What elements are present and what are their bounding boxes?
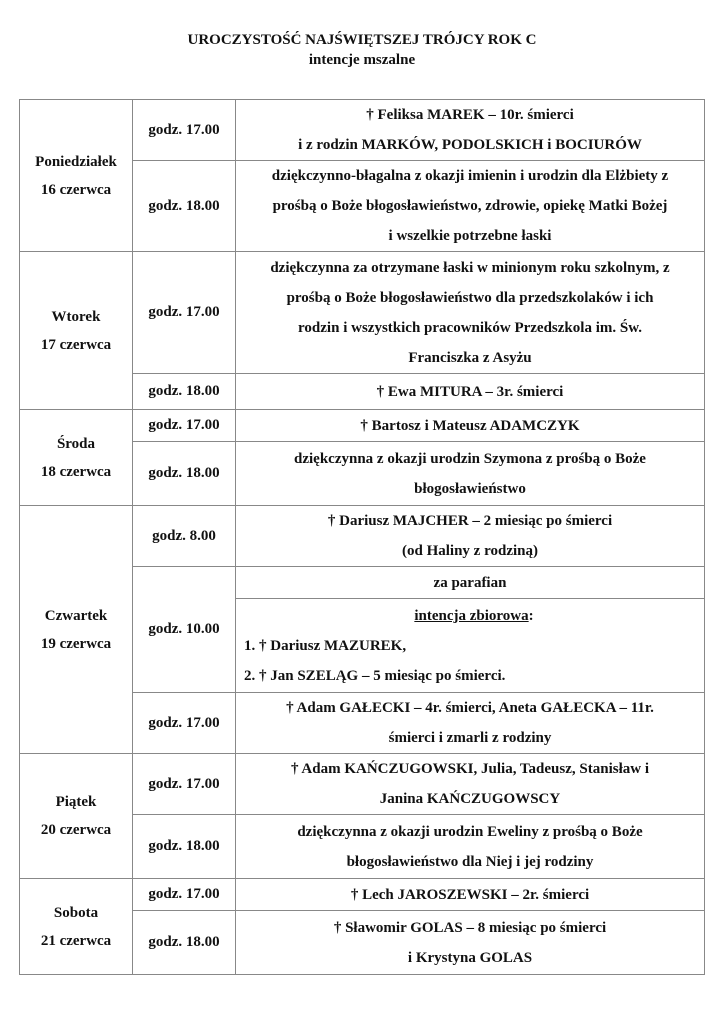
mass-schedule-table — [19, 99, 705, 975]
intention-line: † Dariusz MAJCHER – 2 miesiąc po śmierci — [327, 513, 613, 529]
mass-intention — [236, 879, 705, 911]
mass-time: godz. 18.00 — [133, 442, 236, 506]
intention-line: † Adam GAŁECKI – 4r. śmierci, Aneta GAŁECKA – 11r. — [286, 700, 654, 716]
intention-line: Franciszka z Asyżu — [408, 349, 532, 366]
day-date: 21 czerwca — [40, 932, 112, 949]
intention-line: Janina KAŃCZUGOWSCY — [379, 791, 561, 807]
intention-line: prośbą o Boże błogosławieństwo dla przedszkolaków i ich — [286, 289, 654, 306]
intention-line: błogosławieństwo dla Niej i jej rodziny — [346, 853, 594, 870]
intention-line: 1. † Dariusz MAZUREK, — [244, 637, 407, 654]
mass-time: godz. 18.00 — [133, 911, 236, 975]
mass-intention — [236, 161, 705, 252]
day-cell-tuesday — [20, 252, 133, 410]
day-name: Piątek — [55, 794, 97, 810]
mass-time: godz. 10.00 — [133, 567, 236, 693]
day-name: Wtorek — [51, 308, 101, 325]
day-cell-saturday — [20, 879, 133, 975]
table-row — [20, 754, 705, 815]
table-row — [20, 252, 705, 374]
table-row — [20, 410, 705, 442]
mass-time: godz. 18.00 — [133, 815, 236, 879]
intention-line: † Ewa MITURA – 3r. śmierci — [376, 383, 564, 400]
intention-line: 2. † Jan SZELĄG – 5 miesiąc po śmierci. — [244, 667, 506, 684]
intention-line: † Adam KAŃCZUGOWSKI, Julia, Tadeusz, Stanisław i — [290, 761, 649, 777]
intention-line: prośbą o Boże błogosławieństwo, zdrowie, opiekę Matki Bożej — [272, 198, 668, 214]
day-date: 20 czerwca — [40, 822, 112, 838]
mass-intention — [236, 506, 705, 567]
table-row — [20, 506, 705, 567]
mass-intention — [236, 815, 705, 879]
mass-time: godz. 17.00 — [133, 754, 236, 815]
mass-intention — [236, 252, 705, 374]
table-row — [20, 879, 705, 911]
mass-time: godz. 17.00 — [133, 100, 236, 161]
mass-intention — [236, 374, 705, 410]
mass-intention — [236, 693, 705, 754]
day-cell-wednesday — [20, 410, 133, 506]
intention-line: i z rodzin MARKÓW, PODOLSKICH i BOCIURÓW — [298, 137, 642, 153]
table-row — [20, 100, 705, 161]
intention-line: † Sławomir GOLAS – 8 miesiąc po śmierci — [333, 919, 607, 936]
day-date: 19 czerwca — [40, 635, 112, 652]
intention-line: błogosławieństwo — [414, 480, 526, 497]
mass-intention — [236, 911, 705, 975]
intention-line: dziękczynna z okazji urodzin Eweliny z prośbą o Boże — [297, 823, 643, 840]
mass-time: godz. 18.00 — [133, 374, 236, 410]
mass-intention — [236, 567, 705, 599]
document-title: UROCZYSTOŚĆ NAJŚWIĘTSZEJ TRÓJCY ROK C — [187, 32, 537, 48]
collective-intention-heading: intencja zbiorowa: — [414, 607, 534, 624]
mass-time: godz. 17.00 — [133, 879, 236, 911]
mass-intention — [236, 100, 705, 161]
intention-line: (od Haliny z rodziną) — [402, 543, 538, 559]
intention-line: † Bartosz i Mateusz ADAMCZYK — [360, 417, 580, 434]
mass-time: godz. 17.00 — [133, 410, 236, 442]
mass-time: godz. 18.00 — [133, 161, 236, 252]
intention-line: i wszelkie potrzebne łaski — [388, 228, 552, 244]
collective-intention-title: intencja zbiorowa — [414, 607, 529, 624]
intention-line: dziękczynna za otrzymane łaski w minionym roku szkolnym, z — [270, 259, 670, 276]
day-date: 16 czerwca — [40, 181, 112, 198]
day-date: 17 czerwca — [40, 336, 112, 353]
mass-intention — [236, 442, 705, 506]
intention-line: dziękczynno-błagalna z okazji imienin i urodzin dla Elżbiety z — [271, 168, 669, 184]
mass-intention — [236, 754, 705, 815]
document-header — [0, 30, 724, 70]
day-name: Poniedziałek — [35, 153, 117, 170]
intention-line: za parafian — [433, 574, 507, 591]
day-name: Środa — [56, 435, 96, 452]
day-cell-friday — [20, 754, 133, 879]
document-subtitle: intencje mszalne — [308, 52, 416, 68]
day-name: Sobota — [53, 904, 99, 921]
mass-intention — [236, 410, 705, 442]
intention-line: dziękczynna z okazji urodzin Szymona z prośbą o Boże — [294, 450, 646, 467]
mass-intention-collective — [236, 599, 705, 693]
intention-line: rodzin i wszystkich pracowników Przedszkola im. Św. — [298, 319, 642, 336]
intention-line: † Feliksa MAREK – 10r. śmierci — [366, 107, 574, 123]
day-cell-monday — [20, 100, 133, 252]
mass-time: godz. 17.00 — [133, 693, 236, 754]
intention-line: i Krystyna GOLAS — [407, 949, 533, 966]
intention-line: † Lech JAROSZEWSKI – 2r. śmierci — [350, 886, 590, 903]
mass-time: godz. 17.00 — [133, 252, 236, 374]
day-cell-thursday — [20, 506, 133, 754]
intention-line: śmierci i zmarli z rodziny — [388, 730, 552, 746]
day-name: Czwartek — [44, 607, 108, 624]
mass-time: godz. 8.00 — [133, 506, 236, 567]
day-date: 18 czerwca — [40, 463, 112, 480]
